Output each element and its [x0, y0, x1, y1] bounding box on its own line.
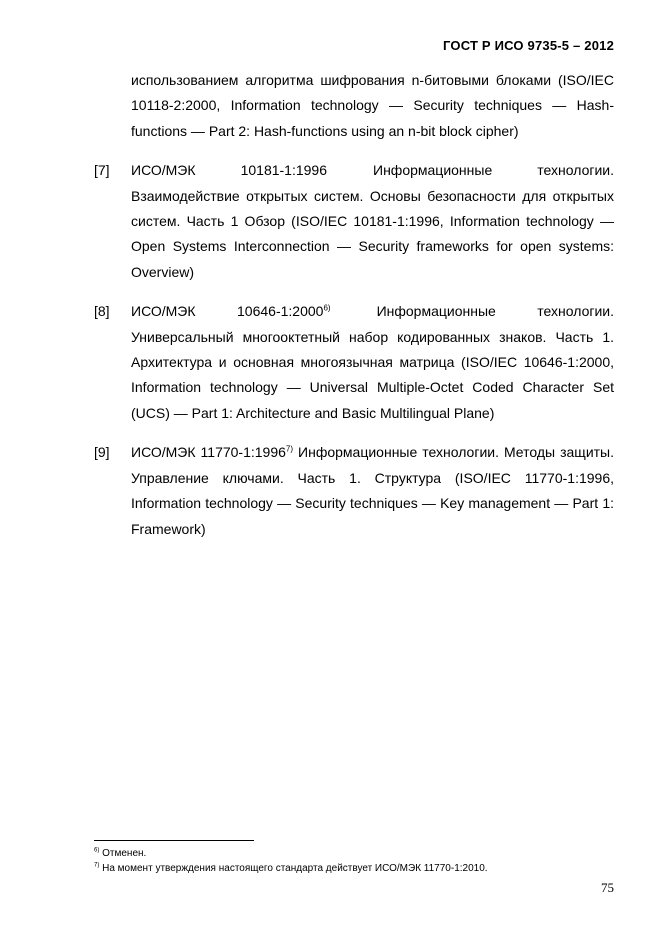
footnote-divider — [94, 840, 254, 841]
footnote-mark: 6) — [94, 847, 100, 854]
footnote-text: Отменен. — [102, 848, 147, 859]
footnote-mark: 6) — [323, 303, 331, 313]
reference-code: ИСО/МЭК 10181-1:1996 — [131, 162, 327, 179]
reference-code: ИСО/МЭК 10646-1:2000 — [131, 303, 324, 320]
reference-9 — [94, 440, 614, 542]
reference-text — [131, 158, 614, 285]
reference-7 — [94, 158, 614, 285]
reference-text: использованием алгоритма шифрования n-битовыми блоками (ISO/IEC 10118-2:2000, Information technology — Security techniques — Hash-functions — Part 2: Hash-functions using an n-bit block cipher) — [131, 72, 614, 139]
reference-8 — [94, 299, 614, 426]
footnote-7 — [94, 861, 488, 876]
reference-text — [131, 440, 614, 542]
reference-number: [8] — [94, 303, 110, 320]
reference-number: [7] — [94, 162, 110, 179]
reference-title: Информационные технологии. Методы защиты. Управление ключами. Часть 1. Структура (ISO/IEC 11770-1:1996, Information technology — Security techniques — Key management — Part 1: Framework) — [131, 444, 615, 537]
bibliography-list — [94, 68, 614, 542]
reference-text — [131, 299, 614, 426]
footnotes — [94, 846, 488, 876]
footnote-text: На момент утверждения настоящего стандарта действует ИСО/МЭК 11770-1:2010. — [102, 863, 488, 874]
reference-title: Информационные технологии. Взаимодействие открытых систем. Основы безопасности для открытых систем. Часть 1 Обзор (ISO/IEC 10181-1:1996, Information technology — Open Systems Interconnection — Security frameworks for open systems: Overview) — [131, 162, 614, 280]
reference-title: Информационные технологии. Универсальный многооктетный набор кодированных знаков. Часть 1. Архитектура и основная многоязычная матрица (ISO/IEC 10646-1:2000, Information technology — Universal Multiple-Octet Coded Character Set (UCS) — Part 1: Architecture and Basic Multilingual Plane) — [131, 303, 614, 421]
reference-code: ИСО/МЭК 11770-1:1996 — [131, 444, 286, 461]
reference-number: [9] — [94, 444, 110, 461]
page-number: 75 — [601, 880, 614, 895]
reference-continuation — [94, 68, 614, 144]
footnote-6 — [94, 846, 488, 861]
document-header: ГОСТ Р ИСО 9735-5 – 2012 — [443, 38, 614, 53]
footnote-mark: 7) — [285, 444, 294, 454]
footnote-mark: 7) — [94, 862, 100, 869]
